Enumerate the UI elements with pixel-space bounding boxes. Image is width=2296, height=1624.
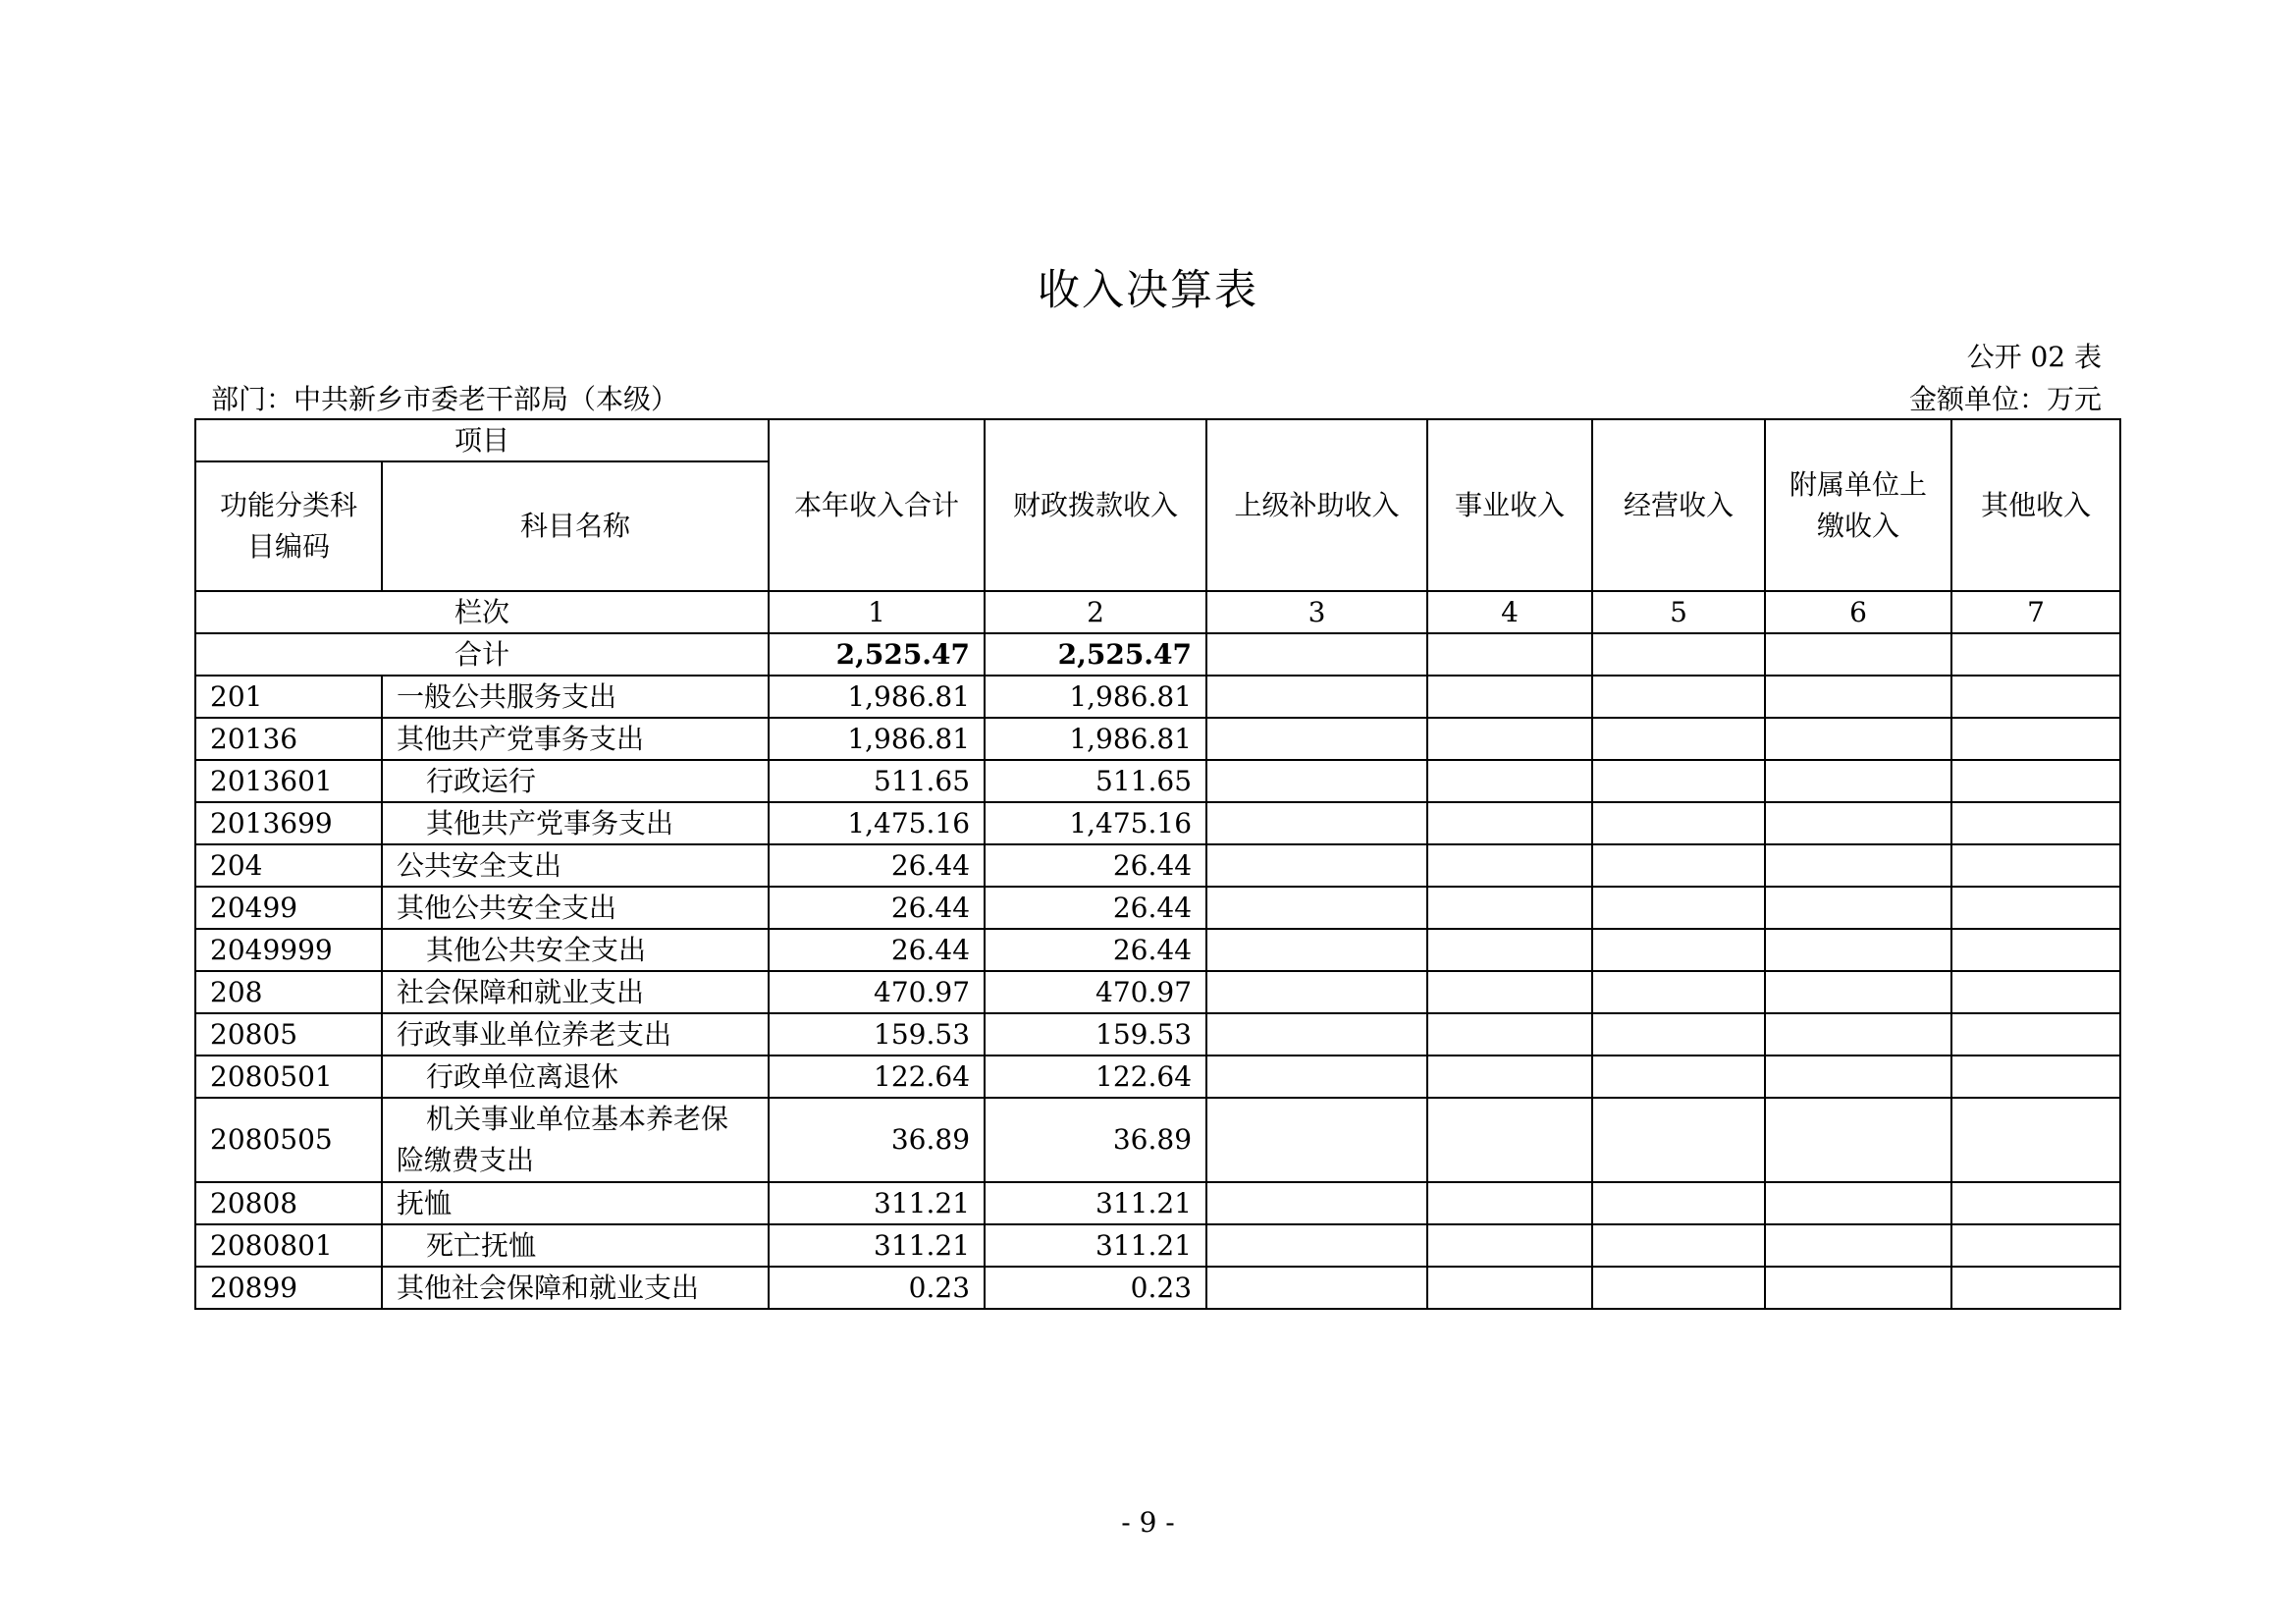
department-label: 部门：中共新乡市委老干部局（本级）: [211, 383, 679, 415]
subject-name-cell: 行政事业单位养老支出: [382, 1013, 769, 1056]
total-value: 2,525.47: [769, 633, 985, 676]
amount-cell: [1206, 844, 1427, 887]
amount-cell: [1765, 1013, 1951, 1056]
total-value: [1592, 633, 1765, 676]
table-row: [195, 1267, 2120, 1309]
table-row: [195, 718, 2120, 760]
amount-cell: [1951, 1182, 2120, 1224]
amount-cell: 122.64: [769, 1056, 985, 1098]
amount-cell: [1765, 802, 1951, 844]
amount-cell: [1206, 1056, 1427, 1098]
amount-cell: 1,986.81: [769, 718, 985, 760]
amount-cell: [1427, 1182, 1592, 1224]
amount-cell: 311.21: [985, 1224, 1206, 1267]
subject-code-cell: 204: [195, 844, 382, 887]
amount-cell: [1765, 929, 1951, 971]
amount-cell: [1592, 718, 1765, 760]
amount-cell: [1592, 844, 1765, 887]
subject-code-cell: 2080801: [195, 1224, 382, 1267]
subject-name-cell: 抚恤: [382, 1182, 769, 1224]
subject-code-cell: 20136: [195, 718, 382, 760]
amount-cell: 26.44: [769, 844, 985, 887]
amount-cell: [1951, 1013, 2120, 1056]
amount-cell: [1951, 929, 2120, 971]
amount-cell: [1951, 1098, 2120, 1182]
amount-cell: 511.65: [985, 760, 1206, 802]
amount-cell: [1765, 718, 1951, 760]
subject-name-cell: 其他共产党事务支出: [382, 802, 769, 844]
amount-cell: 122.64: [985, 1056, 1206, 1098]
subject-name-cell: 一般公共服务支出: [382, 676, 769, 718]
subject-name-cell: 公共安全支出: [382, 844, 769, 887]
table-row: [195, 676, 2120, 718]
amount-cell: [1206, 1013, 1427, 1056]
amount-cell: [1206, 1267, 1427, 1309]
amount-cell: [1592, 929, 1765, 971]
table-row: [195, 802, 2120, 844]
column-index-cell: 2: [985, 591, 1206, 633]
amount-cell: [1951, 1267, 2120, 1309]
amount-cell: [1427, 1267, 1592, 1309]
amount-cell: 26.44: [769, 887, 985, 929]
amount-cell: [1592, 802, 1765, 844]
amount-cell: 0.23: [769, 1267, 985, 1309]
amount-cell: [1427, 1056, 1592, 1098]
amount-cell: 26.44: [985, 929, 1206, 971]
header-project: 项目: [195, 419, 769, 461]
amount-cell: [1427, 1013, 1592, 1056]
amount-cell: [1592, 971, 1765, 1013]
column-index-cell: 7: [1951, 591, 2120, 633]
table-row: [195, 1013, 2120, 1056]
table-row: [195, 1182, 2120, 1224]
header-col-operating-income: 经营收入: [1592, 419, 1765, 591]
table-row: [195, 1224, 2120, 1267]
amount-cell: [1427, 1098, 1592, 1182]
total-value: [1206, 633, 1427, 676]
header-col-business-income: 事业收入: [1427, 419, 1592, 591]
header-name: 科目名称: [382, 461, 769, 591]
amount-cell: 26.44: [769, 929, 985, 971]
amount-cell: [1951, 760, 2120, 802]
subject-code-cell: 2049999: [195, 929, 382, 971]
amount-cell: 26.44: [985, 844, 1206, 887]
amount-cell: [1592, 676, 1765, 718]
amount-cell: 311.21: [985, 1182, 1206, 1224]
table-row: [195, 1098, 2120, 1182]
subject-code-cell: 2080505: [195, 1098, 382, 1182]
subject-name-cell: 其他公共安全支出: [382, 929, 769, 971]
total-value: [1951, 633, 2120, 676]
amount-cell: 1,986.81: [769, 676, 985, 718]
amount-cell: [1951, 887, 2120, 929]
amount-cell: [1427, 929, 1592, 971]
amount-cell: [1951, 676, 2120, 718]
subject-name-cell: 其他共产党事务支出: [382, 718, 769, 760]
page-number: - 9 -: [1121, 1506, 1175, 1539]
amount-cell: [1206, 1224, 1427, 1267]
amount-cell: [1592, 887, 1765, 929]
amount-cell: [1427, 676, 1592, 718]
subject-name-cell: 社会保障和就业支出: [382, 971, 769, 1013]
column-index-cell: 1: [769, 591, 985, 633]
amount-cell: 1,986.81: [985, 718, 1206, 760]
amount-cell: 511.65: [769, 760, 985, 802]
amount-cell: [1592, 1098, 1765, 1182]
amount-cell: [1951, 1224, 2120, 1267]
header-col-affiliated-income: 附属单位上缴收入: [1765, 419, 1951, 591]
amount-cell: [1765, 676, 1951, 718]
header-code: 功能分类科目编码: [195, 461, 382, 591]
amount-cell: [1206, 971, 1427, 1013]
amount-cell: [1765, 1182, 1951, 1224]
amount-cell: [1765, 1098, 1951, 1182]
page-title: 收入决算表: [1038, 266, 1258, 315]
subject-code-cell: 201: [195, 676, 382, 718]
amount-cell: [1592, 760, 1765, 802]
amount-cell: [1427, 718, 1592, 760]
amount-cell: [1592, 1267, 1765, 1309]
amount-cell: [1951, 1056, 2120, 1098]
total-value: [1427, 633, 1592, 676]
table-row: [195, 1056, 2120, 1098]
amount-cell: 1,475.16: [985, 802, 1206, 844]
amount-cell: [1951, 844, 2120, 887]
subject-name-cell: 行政单位离退休: [382, 1056, 769, 1098]
amount-cell: [1592, 1224, 1765, 1267]
table-row: [195, 971, 2120, 1013]
total-value: 2,525.47: [985, 633, 1206, 676]
header-row-1: [195, 419, 2120, 461]
column-index-cell: 6: [1765, 591, 1951, 633]
amount-cell: [1592, 1182, 1765, 1224]
amount-cell: [1951, 718, 2120, 760]
amount-cell: [1765, 844, 1951, 887]
amount-cell: [1206, 1098, 1427, 1182]
total-row: [195, 633, 2120, 676]
subject-code-cell: 20805: [195, 1013, 382, 1056]
amount-cell: 36.89: [985, 1098, 1206, 1182]
amount-cell: 311.21: [769, 1182, 985, 1224]
header-col-other-income: 其他收入: [1951, 419, 2120, 591]
amount-cell: 26.44: [985, 887, 1206, 929]
amount-cell: [1765, 1224, 1951, 1267]
header-col-fiscal-appropriation: 财政拨款收入: [985, 419, 1206, 591]
table-row: [195, 844, 2120, 887]
column-index-label: 栏次: [195, 591, 769, 633]
amount-cell: [1206, 1182, 1427, 1224]
amount-cell: [1427, 887, 1592, 929]
subject-code-cell: 2080501: [195, 1056, 382, 1098]
amount-cell: 0.23: [985, 1267, 1206, 1309]
amount-cell: 1,986.81: [985, 676, 1206, 718]
table-row: [195, 760, 2120, 802]
total-value: [1765, 633, 1951, 676]
amount-cell: [1206, 887, 1427, 929]
amount-cell: [1427, 844, 1592, 887]
column-index-row: [195, 591, 2120, 633]
amount-cell: [1206, 929, 1427, 971]
amount-cell: [1765, 887, 1951, 929]
subject-code-cell: 20899: [195, 1267, 382, 1309]
amount-cell: [1427, 802, 1592, 844]
amount-cell: [1206, 802, 1427, 844]
subject-name-cell: 其他公共安全支出: [382, 887, 769, 929]
amount-cell: 470.97: [769, 971, 985, 1013]
total-label: 合计: [195, 633, 769, 676]
unit-label: 金额单位：万元: [1908, 383, 2102, 415]
amount-cell: 470.97: [985, 971, 1206, 1013]
amount-cell: 311.21: [769, 1224, 985, 1267]
income-final-accounts-table: [194, 418, 2121, 1310]
amount-cell: [1206, 676, 1427, 718]
column-index-cell: 4: [1427, 591, 1592, 633]
amount-cell: [1592, 1056, 1765, 1098]
subject-code-cell: 2013699: [195, 802, 382, 844]
column-index-cell: 3: [1206, 591, 1427, 633]
subject-name-cell: 死亡抚恤: [382, 1224, 769, 1267]
subject-code-cell: 20808: [195, 1182, 382, 1224]
amount-cell: [1765, 1267, 1951, 1309]
amount-cell: 1,475.16: [769, 802, 985, 844]
amount-cell: [1765, 971, 1951, 1013]
subject-name-cell: 其他社会保障和就业支出: [382, 1267, 769, 1309]
column-index-cell: 5: [1592, 591, 1765, 633]
amount-cell: [1427, 760, 1592, 802]
amount-cell: [1206, 760, 1427, 802]
subject-name-cell: 机关事业单位基本养老保险缴费支出: [382, 1098, 769, 1182]
table-row: [195, 887, 2120, 929]
amount-cell: [1951, 802, 2120, 844]
amount-cell: [1951, 971, 2120, 1013]
form-number: 公开 02 表: [1966, 341, 2102, 373]
amount-cell: 36.89: [769, 1098, 985, 1182]
header-col-total-income: 本年收入合计: [769, 419, 985, 591]
amount-cell: [1592, 1013, 1765, 1056]
amount-cell: [1427, 971, 1592, 1013]
amount-cell: 159.53: [769, 1013, 985, 1056]
amount-cell: 159.53: [985, 1013, 1206, 1056]
amount-cell: [1206, 718, 1427, 760]
amount-cell: [1765, 760, 1951, 802]
table-row: [195, 929, 2120, 971]
subject-code-cell: 2013601: [195, 760, 382, 802]
header-col-superior-subsidy: 上级补助收入: [1206, 419, 1427, 591]
amount-cell: [1765, 1056, 1951, 1098]
subject-code-cell: 20499: [195, 887, 382, 929]
subject-name-cell: 行政运行: [382, 760, 769, 802]
subject-code-cell: 208: [195, 971, 382, 1013]
amount-cell: [1427, 1224, 1592, 1267]
